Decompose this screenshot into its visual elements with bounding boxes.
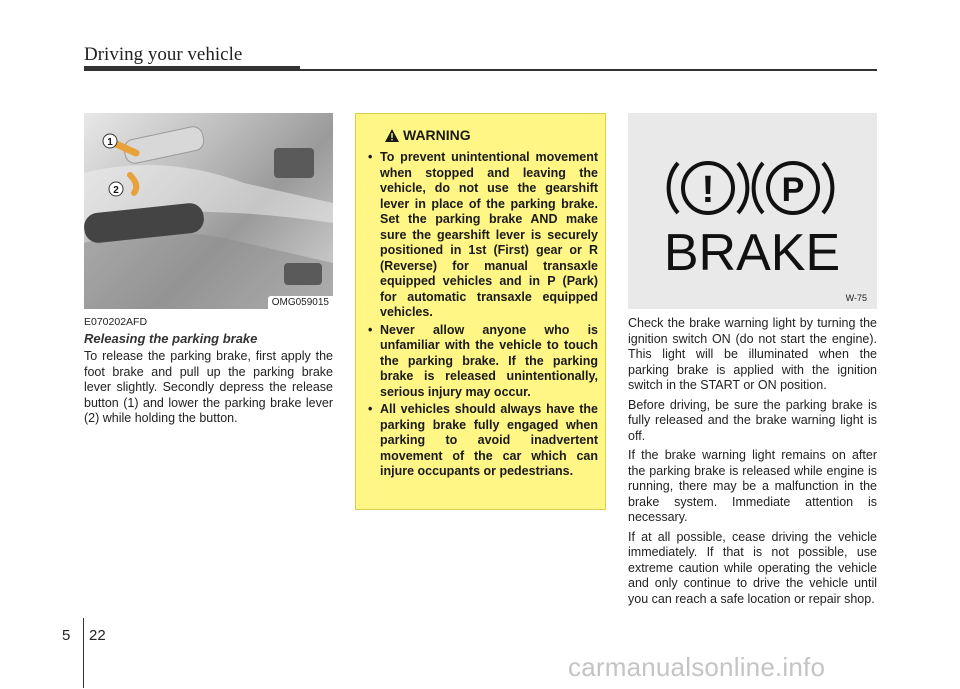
section-code: E070202AFD [84, 316, 148, 328]
header-rule-thin [300, 69, 877, 71]
page-header-title: Driving your vehicle [84, 44, 243, 65]
callout-2: 2 [113, 185, 119, 196]
warning-item: • All vehicles should always have the parking brake fully engaged when parking to avoid inadvertent movement of the car which can injure occupants or pedestrians. [366, 402, 598, 480]
warning-item: • Never allow anyone who is unfamiliar with the vehicle to touch the parking brake. If the parking brake is released unintentionally, serious injury may occur. [366, 323, 598, 401]
watermark: carmanualsonline.info [568, 652, 826, 682]
page-number: 22 [89, 627, 106, 644]
warning-triangle-icon [385, 129, 399, 142]
paragraph: Check the brake warning light by turning the ignition switch ON (do not start the engine). This light will be illuminated when the parking brake is applied with the ignition switch in the START or ON position. [628, 316, 877, 392]
warning-list [366, 150, 598, 482]
footer-divider [83, 618, 84, 688]
release-instructions: To release the parking brake, first apply the foot brake and pull up the parking brake lever slightly. Secondly depress the release button (1) and lower the parking brake lever (2) while holding the button. [84, 349, 333, 425]
brake-warning-symbol [628, 113, 877, 309]
brake-label: BRAKE [663, 224, 841, 282]
header-rule-thick [84, 66, 300, 71]
warning-box [355, 113, 606, 510]
warning-item: • To prevent unintentional movement when stopped and leaving the vehicle, do not use the gearshift lever in place of the parking brake. Set the parking brake AND make sure the gearshift lever is securely positioned in 1st (First) gear or R (Reverse) for manual transaxle equipped vehicles and in P (Park) for automatic transaxle equipped vehicles. [366, 150, 598, 321]
paragraph: If the brake warning light remains on after the parking brake is released while engine is running, there may be a malfunction in the brake system. Immediate attention is necessary. [628, 448, 877, 524]
paragraph: If at all possible, cease driving the vehicle immediately. If that is not possible, use extreme caution while operating the vehicle and only continue to drive the vehicle until you can reach a safe location or repair shop. [628, 529, 877, 606]
brake-warning-light-panel [628, 113, 877, 309]
parking-brake-photo [84, 113, 333, 309]
paragraph: Before driving, be sure the parking brake is fully released and the brake warning light is off. [628, 397, 877, 443]
section-heading: Releasing the parking brake [84, 331, 258, 346]
park-symbol: P [781, 171, 805, 209]
parking-brake-illustration [84, 113, 333, 309]
panel-code: W-75 [845, 293, 867, 303]
warning-title [385, 126, 471, 144]
brake-light-instructions [628, 316, 877, 611]
warning-title-label: WARNING [403, 127, 471, 143]
photo-caption: OMG059015 [268, 296, 333, 309]
chapter-number: 5 [62, 627, 71, 644]
exclamation-symbol: ! [701, 169, 715, 211]
callout-1: 1 [107, 137, 113, 148]
